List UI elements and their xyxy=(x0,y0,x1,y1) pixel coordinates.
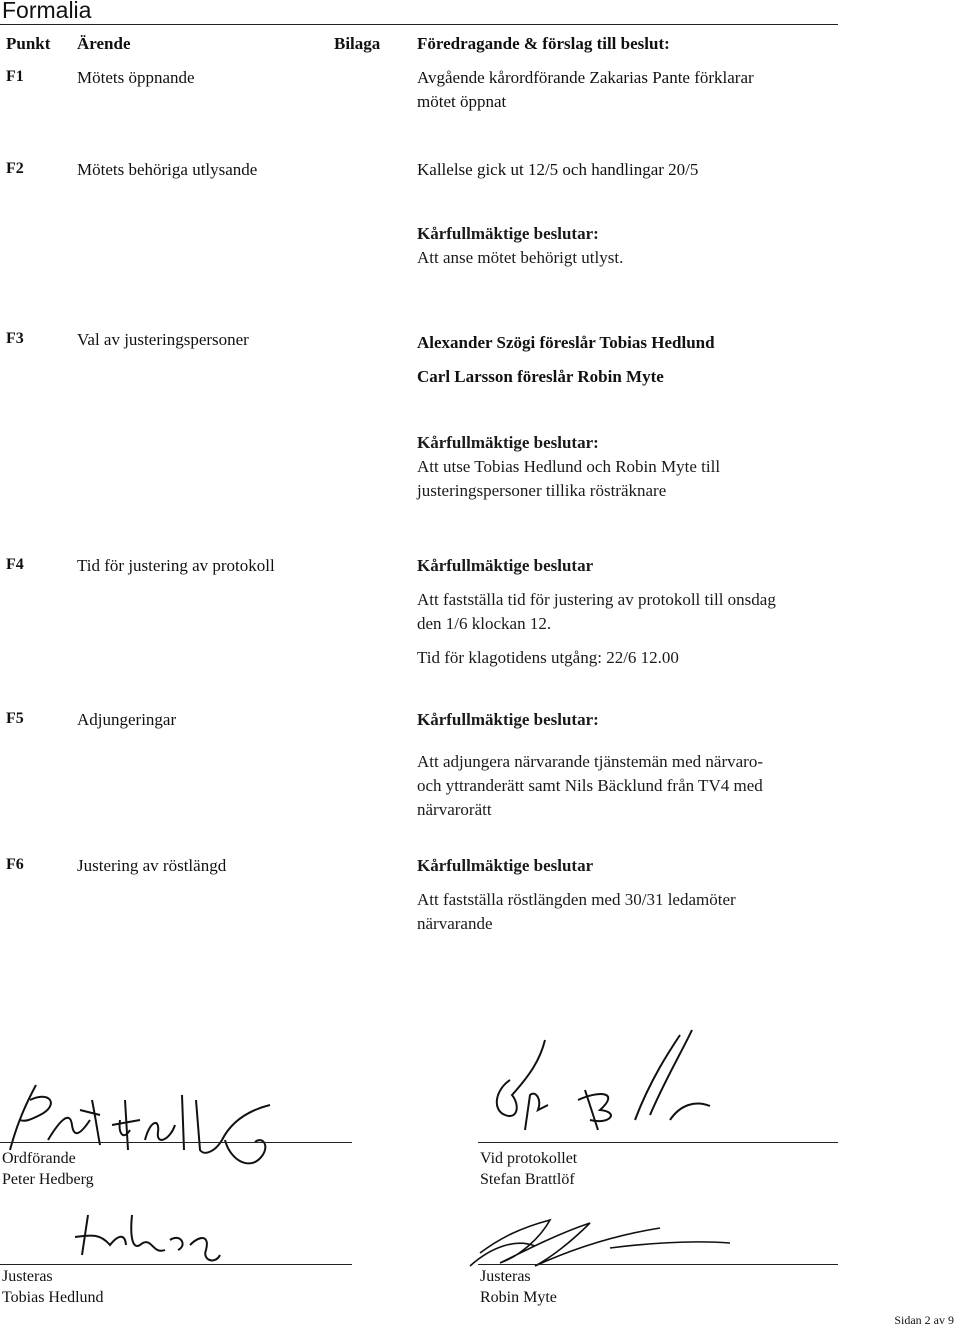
text-line: Carl Larsson föreslår Robin Myte xyxy=(417,367,664,386)
decision-f3 xyxy=(417,431,837,503)
signature-name: Tobias Hedlund xyxy=(2,1289,104,1306)
item-code-f1: F1 xyxy=(6,68,24,85)
item-code-f4: F4 xyxy=(6,556,24,573)
decision-f4 xyxy=(417,554,837,670)
decision-line: Att anse mötet behörigt utlyst. xyxy=(417,248,624,267)
decision-line: Att fastställa röstlängden med 30/31 ledamöter xyxy=(417,890,736,909)
section-title: Formalia xyxy=(2,0,92,23)
decision-f5 xyxy=(417,708,837,822)
decision-title: Kårfullmäktige beslutar xyxy=(417,856,594,875)
item-code-f6: F6 xyxy=(6,856,24,873)
page-number: Sidan 2 av 9 xyxy=(894,1313,954,1327)
column-header-bilaga: Bilaga xyxy=(334,34,381,53)
signature-scribble-secretary xyxy=(470,1020,730,1150)
text-line: Kallelse gick ut 12/5 och handlingar 20/5 xyxy=(417,160,699,179)
signature-block-chair xyxy=(2,1148,94,1190)
signature-block-adjuster-1 xyxy=(2,1266,104,1308)
signature-name: Robin Myte xyxy=(480,1289,557,1306)
column-header-punkt: Punkt xyxy=(6,34,51,53)
signature-role: Vid protokollet xyxy=(480,1150,578,1167)
signature-line-secretary xyxy=(478,1142,838,1143)
signature-role: Ordförande xyxy=(2,1150,76,1167)
item-topic-f3: Val av justeringspersoner xyxy=(77,330,249,349)
decision-line: Att adjungera närvarande tjänstemän med närvaro- xyxy=(417,752,763,771)
decision-line: och yttranderätt samt Nils Bäcklund från TV4 med xyxy=(417,776,763,795)
decision-line: Att utse Tobias Hedlund och Robin Myte till xyxy=(417,457,721,476)
column-header-foredragande: Föredragande & förslag till beslut: xyxy=(417,34,670,53)
item-code-f3: F3 xyxy=(6,330,24,347)
decision-f6 xyxy=(417,854,837,936)
decision-line: närvarorätt xyxy=(417,800,492,819)
decision-title: Kårfullmäktige beslutar: xyxy=(417,710,599,729)
text-line: Avgående kårordförande Zakarias Pante förklarar xyxy=(417,68,754,87)
decision-title: Kårfullmäktige beslutar: xyxy=(417,224,599,243)
item-topic-f4: Tid för justering av protokoll xyxy=(77,556,275,575)
item-text-f1 xyxy=(417,66,837,114)
signature-block-adjuster-2 xyxy=(480,1266,557,1308)
decision-title: Kårfullmäktige beslutar xyxy=(417,556,594,575)
signature-name: Stefan Brattlöf xyxy=(480,1171,575,1188)
item-topic-f2: Mötets behöriga utlysande xyxy=(77,160,258,179)
item-topic-f5: Adjungeringar xyxy=(77,710,177,729)
decision-line: närvarande xyxy=(417,914,493,933)
signature-name: Peter Hedberg xyxy=(2,1171,94,1188)
item-code-f2: F2 xyxy=(6,160,24,177)
signature-block-secretary xyxy=(480,1148,577,1190)
item-topic-f6: Justering av röstlängd xyxy=(77,856,227,875)
decision-line: den 1/6 klockan 12. xyxy=(417,614,552,633)
item-topic-f1: Mötets öppnande xyxy=(77,68,195,87)
decision-title: Kårfullmäktige beslutar: xyxy=(417,433,599,452)
text-line: mötet öppnat xyxy=(417,92,507,111)
signature-role: Justeras xyxy=(480,1268,531,1285)
column-header-arende: Ärende xyxy=(77,34,131,53)
decision-line: justeringspersoner tillika rösträknare xyxy=(417,481,667,500)
signature-line-adjuster-2 xyxy=(478,1264,838,1265)
signature-role: Justeras xyxy=(2,1268,53,1285)
decision-f2 xyxy=(417,222,837,270)
item-code-f5: F5 xyxy=(6,710,24,727)
item-text-f2 xyxy=(417,158,837,182)
signature-line-chair xyxy=(0,1142,352,1143)
signature-line-adjuster-1 xyxy=(0,1264,352,1265)
text-line: Alexander Szögi föreslår Tobias Hedlund xyxy=(417,333,715,352)
title-divider xyxy=(0,24,838,25)
complaint-deadline: Tid för klagotidens utgång: 22/6 12.00 xyxy=(417,648,679,667)
decision-line: Att fastställa tid för justering av protokoll till onsdag xyxy=(417,590,776,609)
item-text-f3 xyxy=(417,326,837,394)
